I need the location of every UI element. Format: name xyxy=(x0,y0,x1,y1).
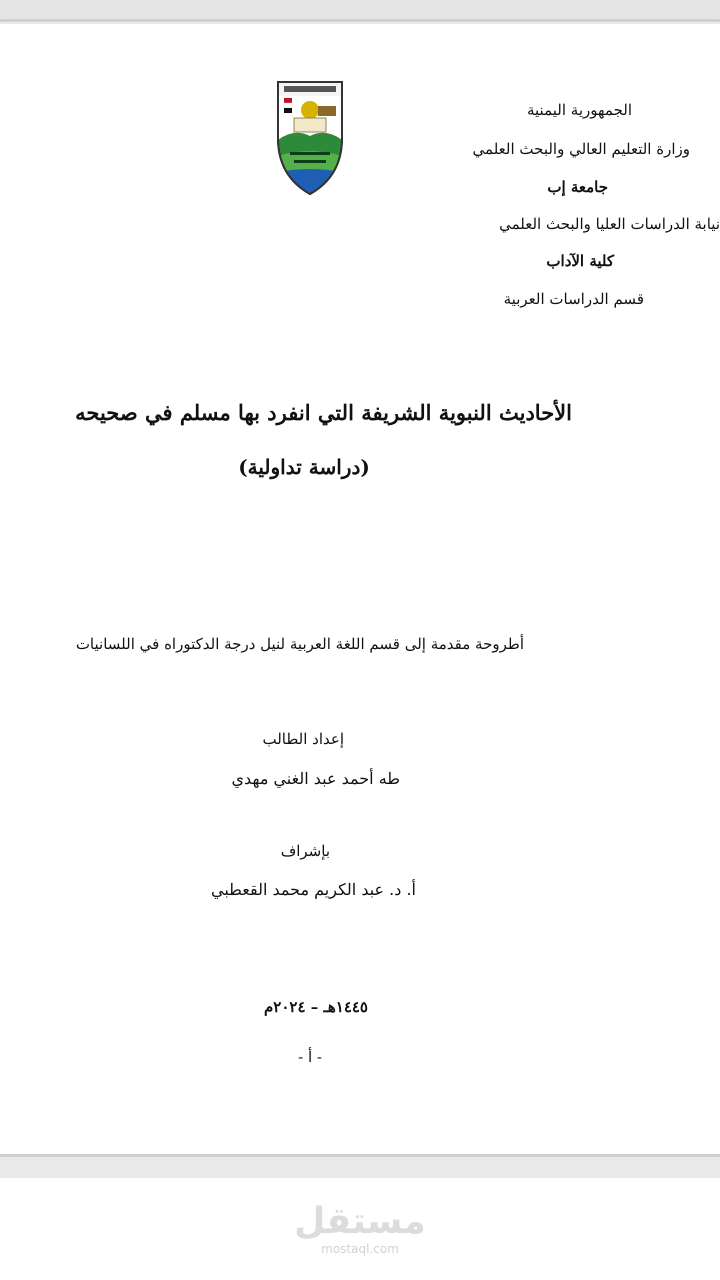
thesis-date: ١٤٤٥هـ – ٢٠٢٤م xyxy=(263,998,368,1016)
page-number: - أ - xyxy=(298,1048,322,1066)
student-name: طه أحمد عبد الغني مهدي xyxy=(231,769,400,788)
header-department: قسم الدراسات العربية xyxy=(503,290,644,308)
previous-page-edge xyxy=(0,0,720,22)
document-page xyxy=(0,24,720,1154)
university-emblem-icon xyxy=(274,76,346,196)
student-label: إعداد الطالب xyxy=(262,730,344,748)
header-deanship: نيابة الدراسات العليا والبحث العلمي xyxy=(499,215,720,233)
watermark-url: mostaql.com xyxy=(321,1242,399,1256)
header-country: الجمهورية اليمنية xyxy=(526,101,632,119)
supervisor-label: بإشراف xyxy=(280,842,330,860)
header-university: جامعة إب xyxy=(547,178,608,196)
thesis-subtitle: (دراسة تداولية) xyxy=(238,455,370,479)
header-faculty: كلية الآداب xyxy=(546,252,614,270)
watermark-logo: مستقل xyxy=(294,1201,426,1242)
thesis-description: أطروحة مقدمة إلى قسم اللغة العربية لنيل درجة الدكتوراه في اللسانيات xyxy=(75,635,524,653)
page-separator xyxy=(0,1154,720,1178)
header-ministry: وزارة التعليم العالي والبحث العلمي xyxy=(472,140,690,158)
thesis-title: الأحاديث النبوية الشريفة التي انفرد بها مسلم في صحيحه xyxy=(75,400,572,425)
supervisor-name: أ. د. عبد الكريم محمد القعطبي xyxy=(211,880,416,899)
